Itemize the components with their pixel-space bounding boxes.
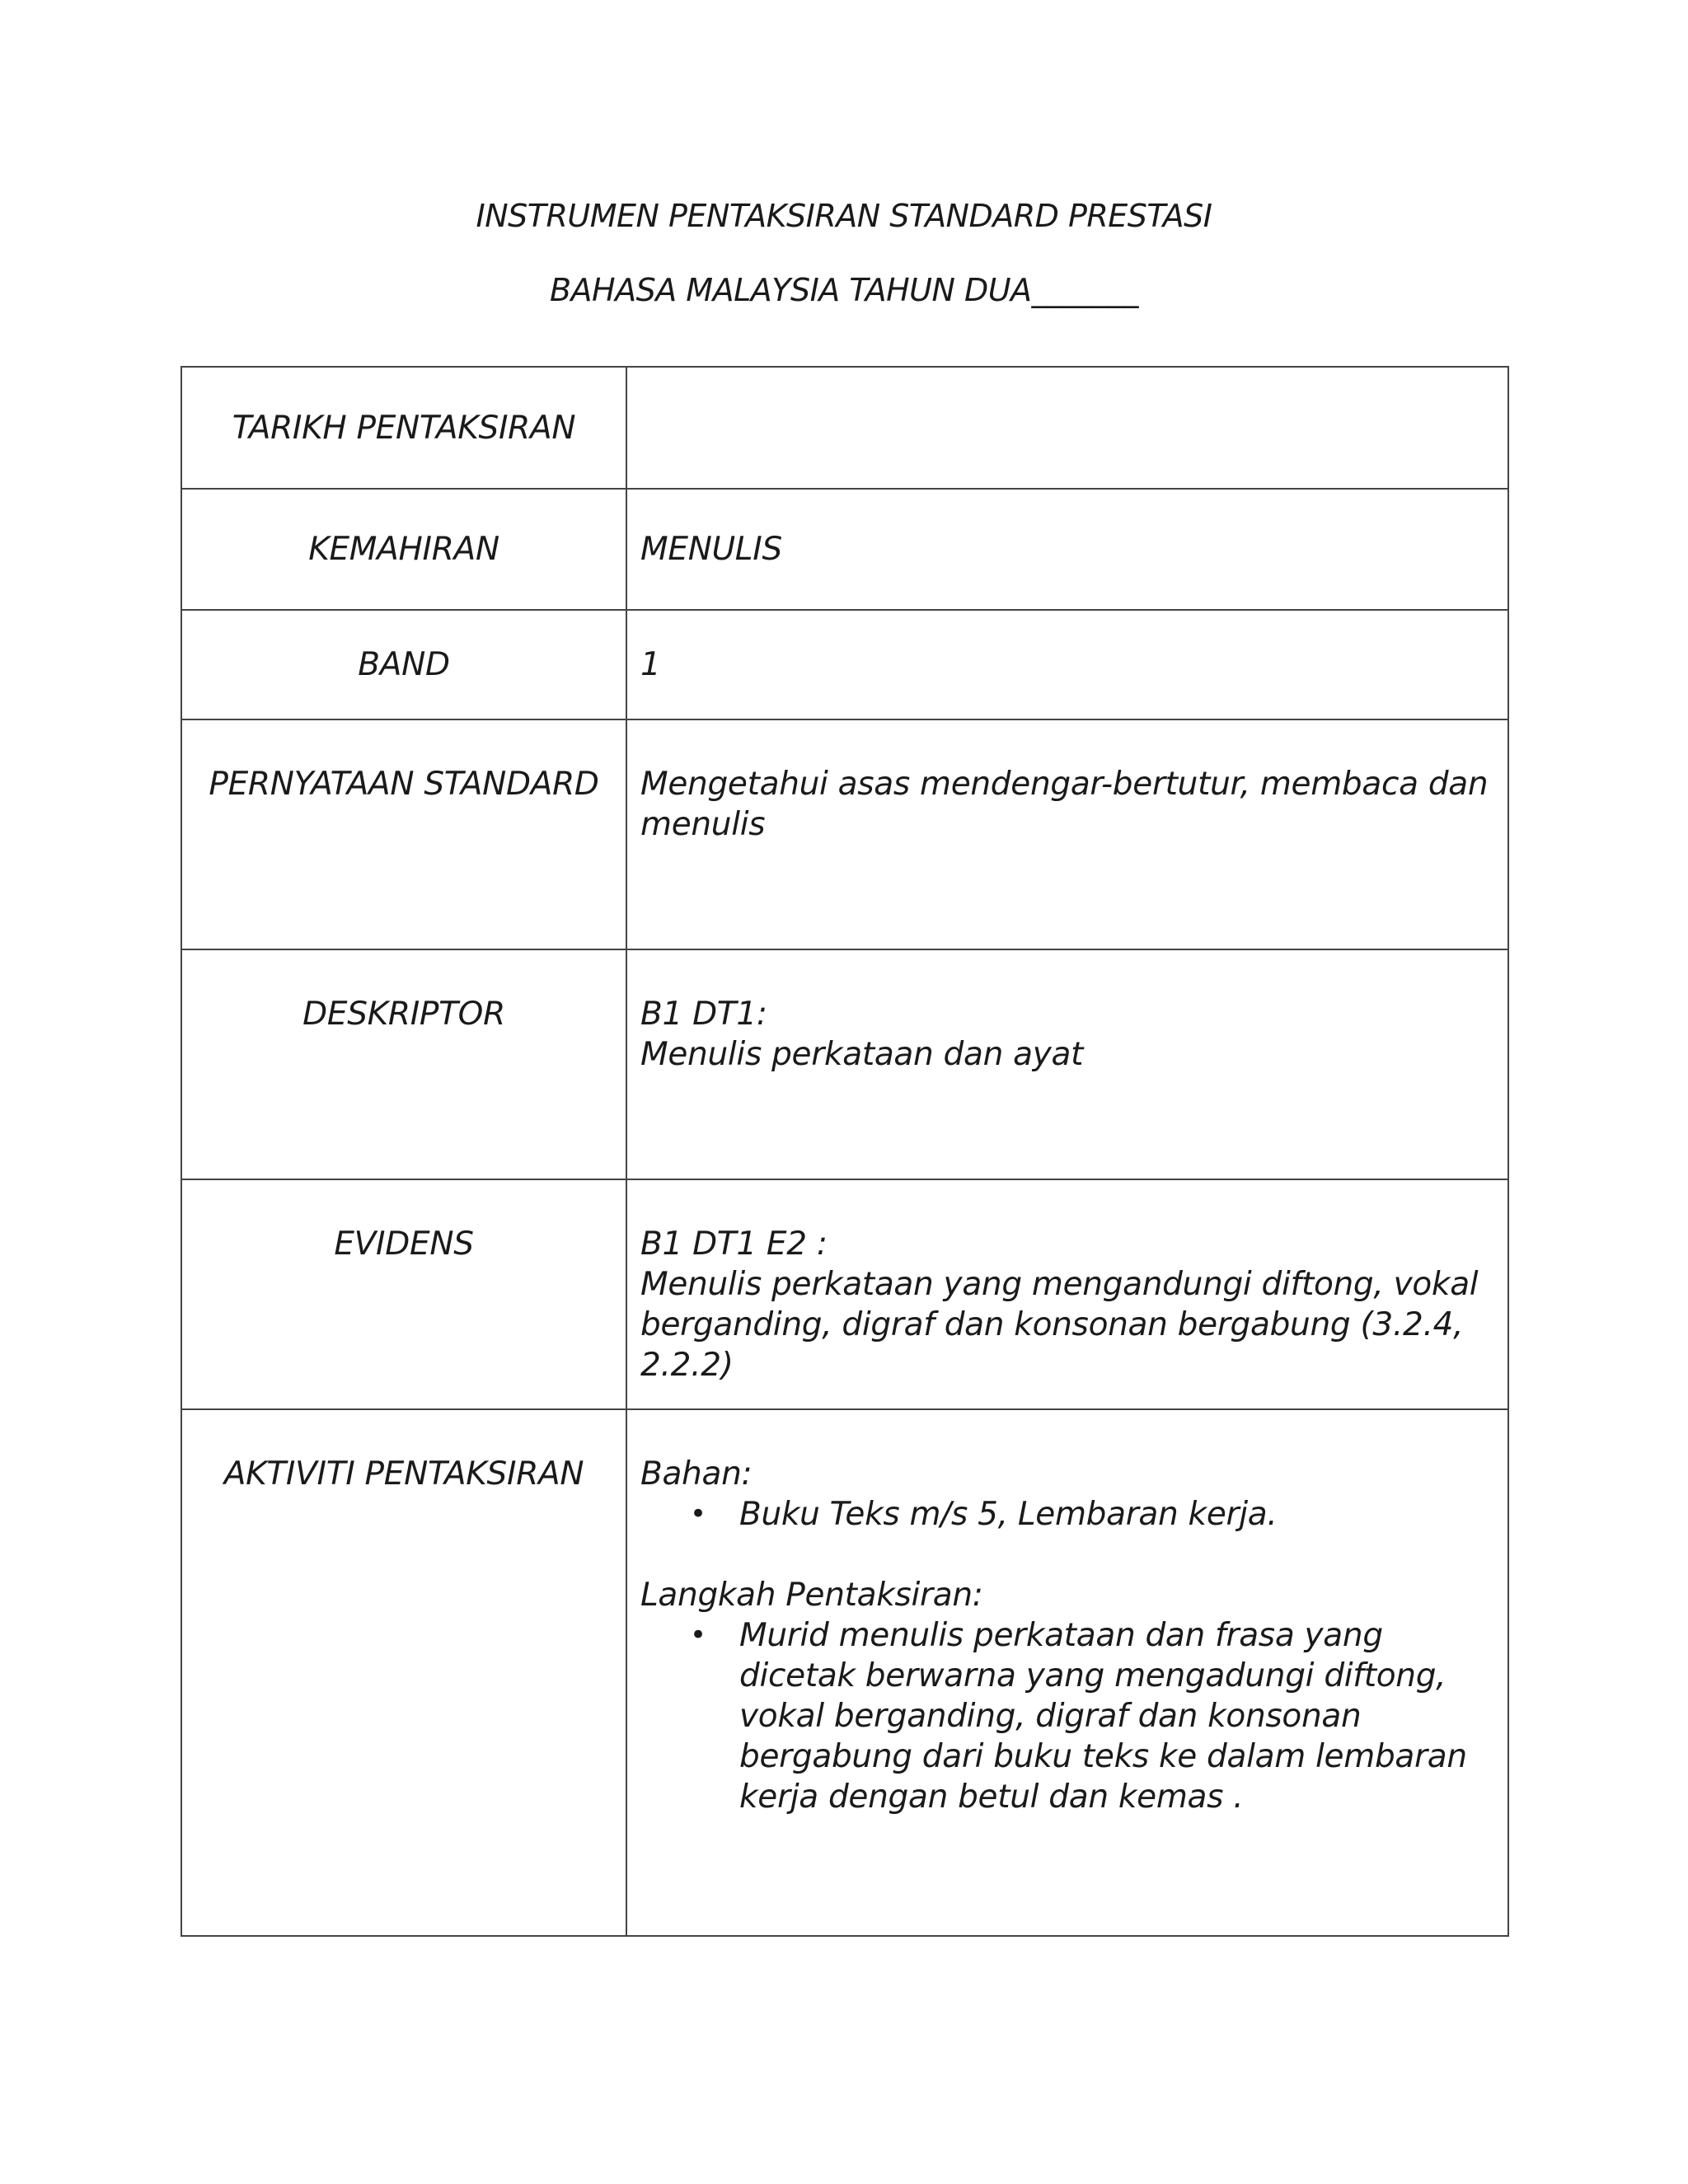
label-band: BAND [181, 610, 626, 719]
label-tarikh: TARIKH PENTAKSIRAN [181, 367, 626, 489]
bahan-heading: Bahan: [640, 1455, 753, 1493]
row-aktiviti-pentaksiran [181, 1409, 1508, 1936]
document-title: INSTRUMEN PENTAKSIRAN STANDARD PRESTASI [476, 198, 1212, 234]
langkah-item-text: Murid menulis perkataan dan frasa yang dicetak berwarna yang mengadungi diftong, vokal berganding, digraf dan konsonan bergabung dari buku teks ke dalam lembaran kerja dengan betul dan kemas . [739, 1617, 1467, 1816]
deskriptor-code: B1 DT1: [640, 996, 767, 1033]
row-band [181, 610, 1508, 719]
evidens-code: B1 DT1 E2 : [640, 1226, 828, 1263]
row-kemahiran [181, 489, 1508, 610]
value-evidens [626, 1179, 1508, 1409]
row-tarikh [181, 367, 1508, 489]
assessment-form-table [181, 366, 1509, 1937]
label-aktiviti-pentaksiran: AKTIVITI PENTAKSIRAN [181, 1409, 626, 1936]
value-deskriptor [626, 949, 1508, 1179]
deskriptor-text: Menulis perkataan dan ayat [640, 1036, 1084, 1073]
evidens-text: Menulis perkataan yang mengandungi diftong, vokal berganding, digraf dan konsonan bergabung (3.2.4, 2.2.2) [640, 1266, 1479, 1384]
label-pernyataan-standard: PERNYATAAN STANDARD [181, 719, 626, 949]
row-deskriptor [181, 949, 1508, 1179]
bullet-icon: • [690, 1619, 706, 1652]
bahan-list [640, 1494, 1496, 1535]
value-band: 1 [626, 610, 1508, 719]
bahan-item-text: Buku Teks m/s 5, Lembaran kerja. [739, 1496, 1278, 1533]
value-pernyataan-standard: Mengetahui asas mendengar-bertutur, membaca dan menulis [626, 719, 1508, 949]
langkah-list-item [690, 1615, 1496, 1817]
spacer [640, 1535, 1496, 1575]
label-evidens: EVIDENS [181, 1179, 626, 1409]
row-pernyataan-standard [181, 719, 1508, 949]
value-aktiviti-pentaksiran [626, 1409, 1508, 1936]
label-deskriptor: DESKRIPTOR [181, 949, 626, 1179]
document-subtitle: BAHASA MALAYSIA TAHUN DUA_______ [549, 272, 1139, 308]
bullet-icon: • [690, 1497, 706, 1530]
label-kemahiran: KEMAHIRAN [181, 489, 626, 610]
row-evidens [181, 1179, 1508, 1409]
langkah-heading: Langkah Pentaksiran: [640, 1577, 983, 1614]
value-kemahiran: MENULIS [626, 489, 1508, 610]
value-tarikh[interactable] [626, 367, 1508, 489]
langkah-list [640, 1615, 1496, 1817]
bahan-list-item [690, 1494, 1496, 1535]
